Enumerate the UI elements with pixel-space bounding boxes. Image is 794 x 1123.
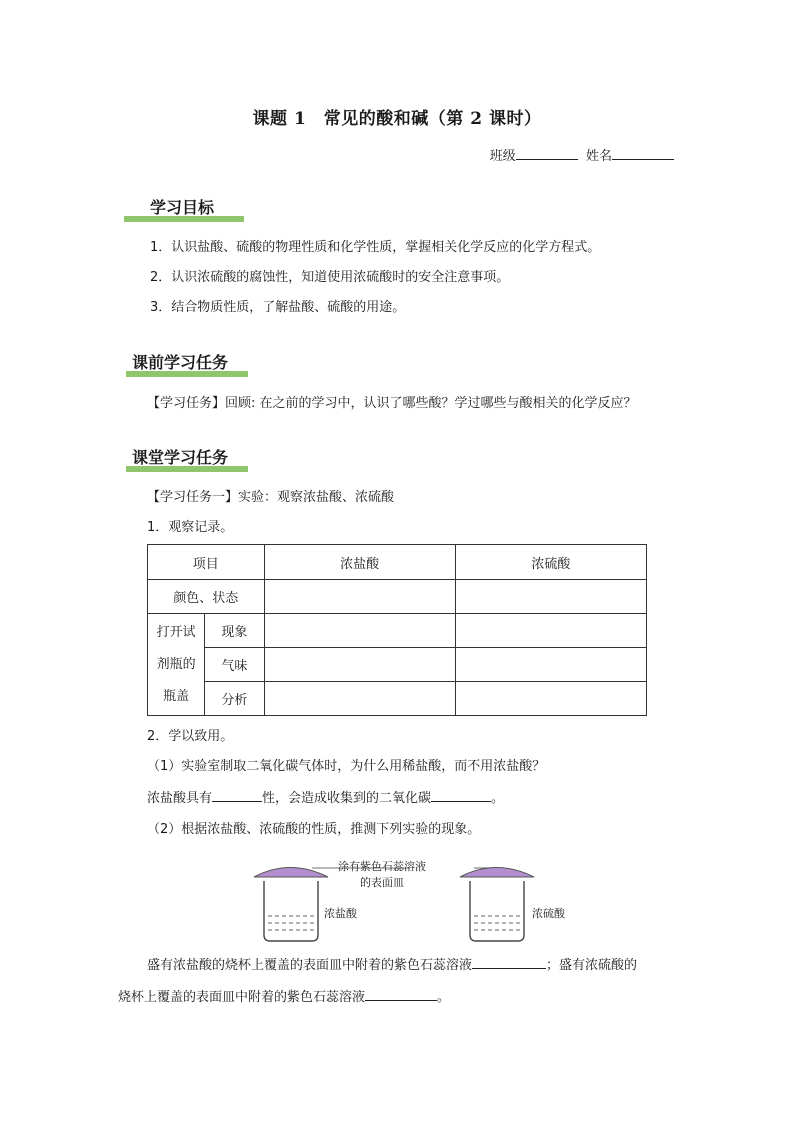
answer-cell[interactable] <box>455 614 646 648</box>
answer-cell[interactable] <box>455 648 646 682</box>
section-heading-pre <box>132 350 228 373</box>
table-row <box>148 580 647 614</box>
answer-blank-4[interactable] <box>365 988 437 1001</box>
answer-text: 烧杯上覆盖的表面皿中附着的紫色石蕊溶液 <box>118 990 366 1005</box>
watch-glass-right <box>460 868 534 878</box>
answer-blank-2[interactable] <box>431 789 491 802</box>
class-blank[interactable] <box>516 147 578 160</box>
observation-table <box>147 544 647 716</box>
header-conc-h2so4: 浓硫酸 <box>455 545 646 580</box>
table-row <box>148 648 647 682</box>
section-heading-goals <box>150 195 214 218</box>
group-line: 剂瓶的 <box>156 656 196 672</box>
answer-blank-3[interactable] <box>472 956 546 969</box>
question-1: （1）实验室制取二氧化碳气体时，为什么用稀盐酸，而不用浓盐酸？ <box>147 759 546 774</box>
label-conc-h2so4: 浓硫酸 <box>532 907 565 920</box>
answer-cell[interactable] <box>264 614 455 648</box>
table-row <box>148 545 647 580</box>
goal-item-2: 2．认识浓硫酸的腐蚀性，知道使用浓硫酸时的安全注意事项。 <box>150 270 510 285</box>
beaker-body-right <box>470 881 524 941</box>
class-label: 班级 <box>489 149 516 164</box>
answer-text: 浓盐酸具有 <box>147 791 213 806</box>
section-heading-text: 课堂学习任务 <box>132 448 229 467</box>
answer-text: 。 <box>491 791 505 806</box>
section-heading-text: 学习目标 <box>150 198 215 217</box>
group-open-bottle <box>148 614 205 716</box>
beaker-diagram <box>250 855 590 950</box>
student-info-line <box>490 145 674 164</box>
goal-item-3: 3．结合物质性质，了解盐酸、硫酸的用途。 <box>150 300 406 315</box>
question-2: （2）根据浓盐酸、浓硫酸的性质，推测下列实验的现象。 <box>147 822 481 837</box>
name-label: 姓名 <box>585 149 612 164</box>
table-row <box>148 682 647 716</box>
conclusion-line-2 <box>118 988 450 1008</box>
goal-item-1: 1．认识盐酸、硫酸的物理性质和化学性质，掌握相关化学反应的化学方程式。 <box>150 240 601 255</box>
answer-cell[interactable] <box>455 682 646 716</box>
apply-title: 2．学以致用。 <box>147 729 234 744</box>
task-one: 【学习任务一】实验：观察浓盐酸、浓硫酸 <box>147 490 395 505</box>
dish-label-line: 涂有紫色石蕊溶液 <box>338 860 426 873</box>
conclusion-line-1 <box>147 956 637 976</box>
answer-text: 盛有浓盐酸的烧杯上覆盖的表面皿中附着的紫色石蕊溶液 <box>147 958 473 973</box>
row-color-state: 颜色、状态 <box>148 580 265 614</box>
answer-cell[interactable] <box>264 682 455 716</box>
beaker-body-left <box>264 881 318 941</box>
beaker-right <box>460 868 534 942</box>
dish-label-line: 的表面皿 <box>360 876 404 889</box>
answer-text: 。 <box>437 990 451 1005</box>
section-heading-class <box>132 445 228 468</box>
observation-title: 1．观察记录。 <box>147 520 234 535</box>
header-conc-hcl: 浓盐酸 <box>264 545 455 580</box>
question-1-answer <box>147 789 504 809</box>
row-analysis: 分析 <box>205 682 264 716</box>
page-title: 课题 1 常见的酸和碱（第 2 课时） <box>252 109 542 129</box>
answer-text: ；盛有浓硫酸的 <box>546 958 638 973</box>
row-smell: 气味 <box>205 648 264 682</box>
group-line: 瓶盖 <box>163 688 190 704</box>
label-conc-hcl: 浓盐酸 <box>324 907 357 920</box>
answer-cell[interactable] <box>455 580 646 614</box>
table-row <box>148 614 647 648</box>
dish-label <box>312 858 452 890</box>
header-item: 项目 <box>148 545 265 580</box>
pre-task: 【学习任务】回顾: 在之前的学习中，认识了哪些酸？学过哪些与酸相关的化学反应？ <box>147 396 637 411</box>
row-phenomenon: 现象 <box>205 614 264 648</box>
answer-text: 性，会造成收集到的二氧化碳 <box>262 791 432 806</box>
answer-cell[interactable] <box>264 648 455 682</box>
group-line: 打开试 <box>156 624 196 640</box>
section-heading-text: 课前学习任务 <box>132 353 229 372</box>
name-blank[interactable] <box>612 147 674 160</box>
answer-cell[interactable] <box>264 580 455 614</box>
answer-blank-1[interactable] <box>212 789 262 802</box>
